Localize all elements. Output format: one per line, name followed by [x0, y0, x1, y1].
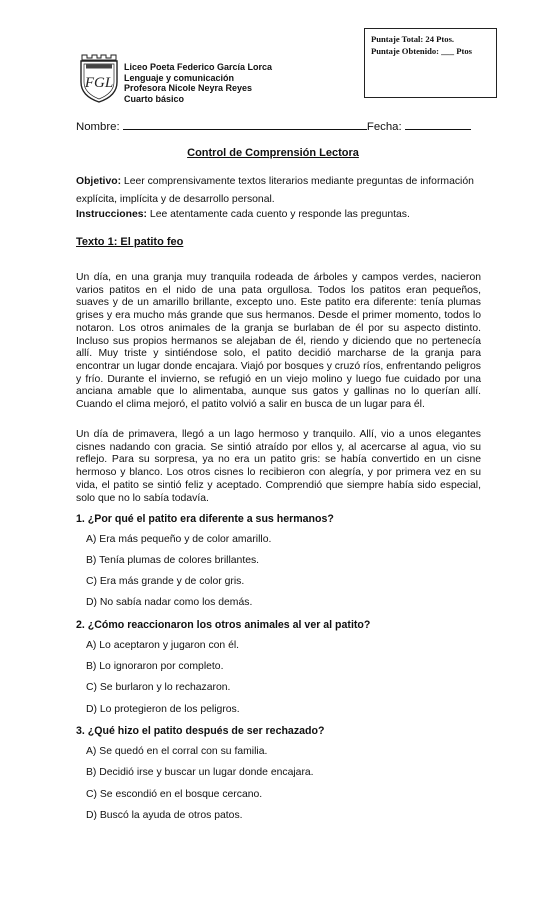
q1-option-a[interactable]: A) Era más pequeño y de color amarillo. — [86, 534, 272, 545]
text-title: Texto 1: El patito feo — [76, 236, 184, 248]
q1-option-d[interactable]: D) No sabía nadar como los demás. — [86, 597, 253, 608]
q2-option-a[interactable]: A) Lo aceptaron y jugaron con él. — [86, 640, 240, 651]
score-total: Puntaje Total: 24 Ptos. — [371, 34, 455, 44]
grade: Cuarto básico — [124, 93, 185, 104]
q3-option-c[interactable]: C) Se escondió en el bosque cercano. — [86, 789, 263, 800]
name-date-row — [76, 118, 471, 133]
school-logo — [78, 52, 120, 104]
score-obtained: Puntaje Obtenido: ___ Ptos — [371, 46, 472, 56]
instructions-label: Instrucciones: — [76, 209, 148, 220]
question-3: 3. ¿Qué hizo el patito después de ser rechazado? — [76, 725, 325, 737]
q2-option-d[interactable]: D) Lo protegieron de los peligros. — [86, 704, 240, 715]
q2-option-b[interactable]: B) Lo ignoraron por completo. — [86, 661, 224, 672]
page-title: Control de Comprensión Lectora — [187, 147, 359, 159]
objective — [76, 173, 476, 209]
question-1: 1. ¿Por qué el patito era diferente a sus hermanos? — [76, 513, 334, 525]
q1-option-b[interactable]: B) Tenía plumas de colores brillantes. — [86, 555, 260, 566]
q2-option-c[interactable]: C) Se burlaron y lo rechazaron. — [86, 682, 231, 693]
instructions — [76, 208, 476, 222]
question-2: 2. ¿Cómo reaccionaron los otros animales al ver al patito? — [76, 619, 371, 631]
score-box — [364, 28, 497, 98]
date-field[interactable] — [405, 118, 471, 130]
name-label: Nombre: — [76, 121, 120, 133]
q1-option-c[interactable]: C) Era más grande y de color gris. — [86, 576, 245, 587]
school-name: Liceo Poeta Federico García Lorca — [124, 62, 273, 72]
subject: Lenguaje y comunicación — [124, 72, 235, 83]
school-info — [124, 62, 272, 104]
teacher: Profesora Nicole Neyra Reyes — [124, 83, 253, 94]
story-paragraph-2: Un día de primavera, llegó a un lago hermoso y tranquilo. Allí, vio a unos elegantes cisnes nadando con gracia. Se sintió atraído por ellos y, al acercarse al agua, vio su reflejo. Para su sorpresa, ya no era un patito gris: se había convertido en un cisne hermoso y blanco. Los otros cisnes lo recibieron con alegría, y por primera vez en su vida, el patito se sintió feliz y aceptado. Comprendió que siempre había sido especial, solo que no lo sabía todavía. — [76, 429, 481, 504]
instructions-text: Lee atentamente cada cuento y responde las preguntas. — [149, 209, 410, 220]
name-field[interactable] — [123, 118, 367, 130]
q3-option-b[interactable]: B) Decidió irse y buscar un lugar donde encajara. — [86, 767, 314, 778]
date-label: Fecha: — [366, 121, 402, 133]
story-paragraph-1: Un día, en una granja muy tranquila rodeada de árboles y campos verdes, nacieron varios patitos en el nido de una pata orgullosa. Todos los patitos eran pequeños, suaves y de un amarillo brillante, excepto uno. Este patito era diferente: tenía plumas grises y era mucho más grande que sus hermanos. Desde el primer momento, todos lo notaron. Los otros animales de la granja se burlaban de él por su aspecto distinto. Incluso sus propios hermanos se alejaban de él, riendo y diciendo que no pertenecía allí. Muy triste y sintiéndose solo, el patito decidió marcharse de la granja para encontrar un lugar donde encajara. Viajó por bosques y cruzó ríos, enfrentando peligros y frío. Durante el invierno, se refugió en un viejo molino y luego fue cuidado por una anciana amable que lo alimentaba, aunque sus gatos y gallinas no lo querían allí. Cuando el clima mejoró, el patito volvió a salir en busca de un lugar para él. — [76, 272, 481, 411]
objective-label: Objetivo: — [76, 176, 122, 187]
q3-option-a[interactable]: A) Se quedó en el corral con su familia. — [86, 746, 268, 757]
q3-option-d[interactable]: D) Buscó la ayuda de otros patos. — [86, 810, 243, 821]
objective-text: Leer comprensivamente textos literarios mediante preguntas de información explícita, implícita y de desarrollo personal. — [76, 176, 474, 205]
logo-letters: FGL — [84, 75, 114, 91]
